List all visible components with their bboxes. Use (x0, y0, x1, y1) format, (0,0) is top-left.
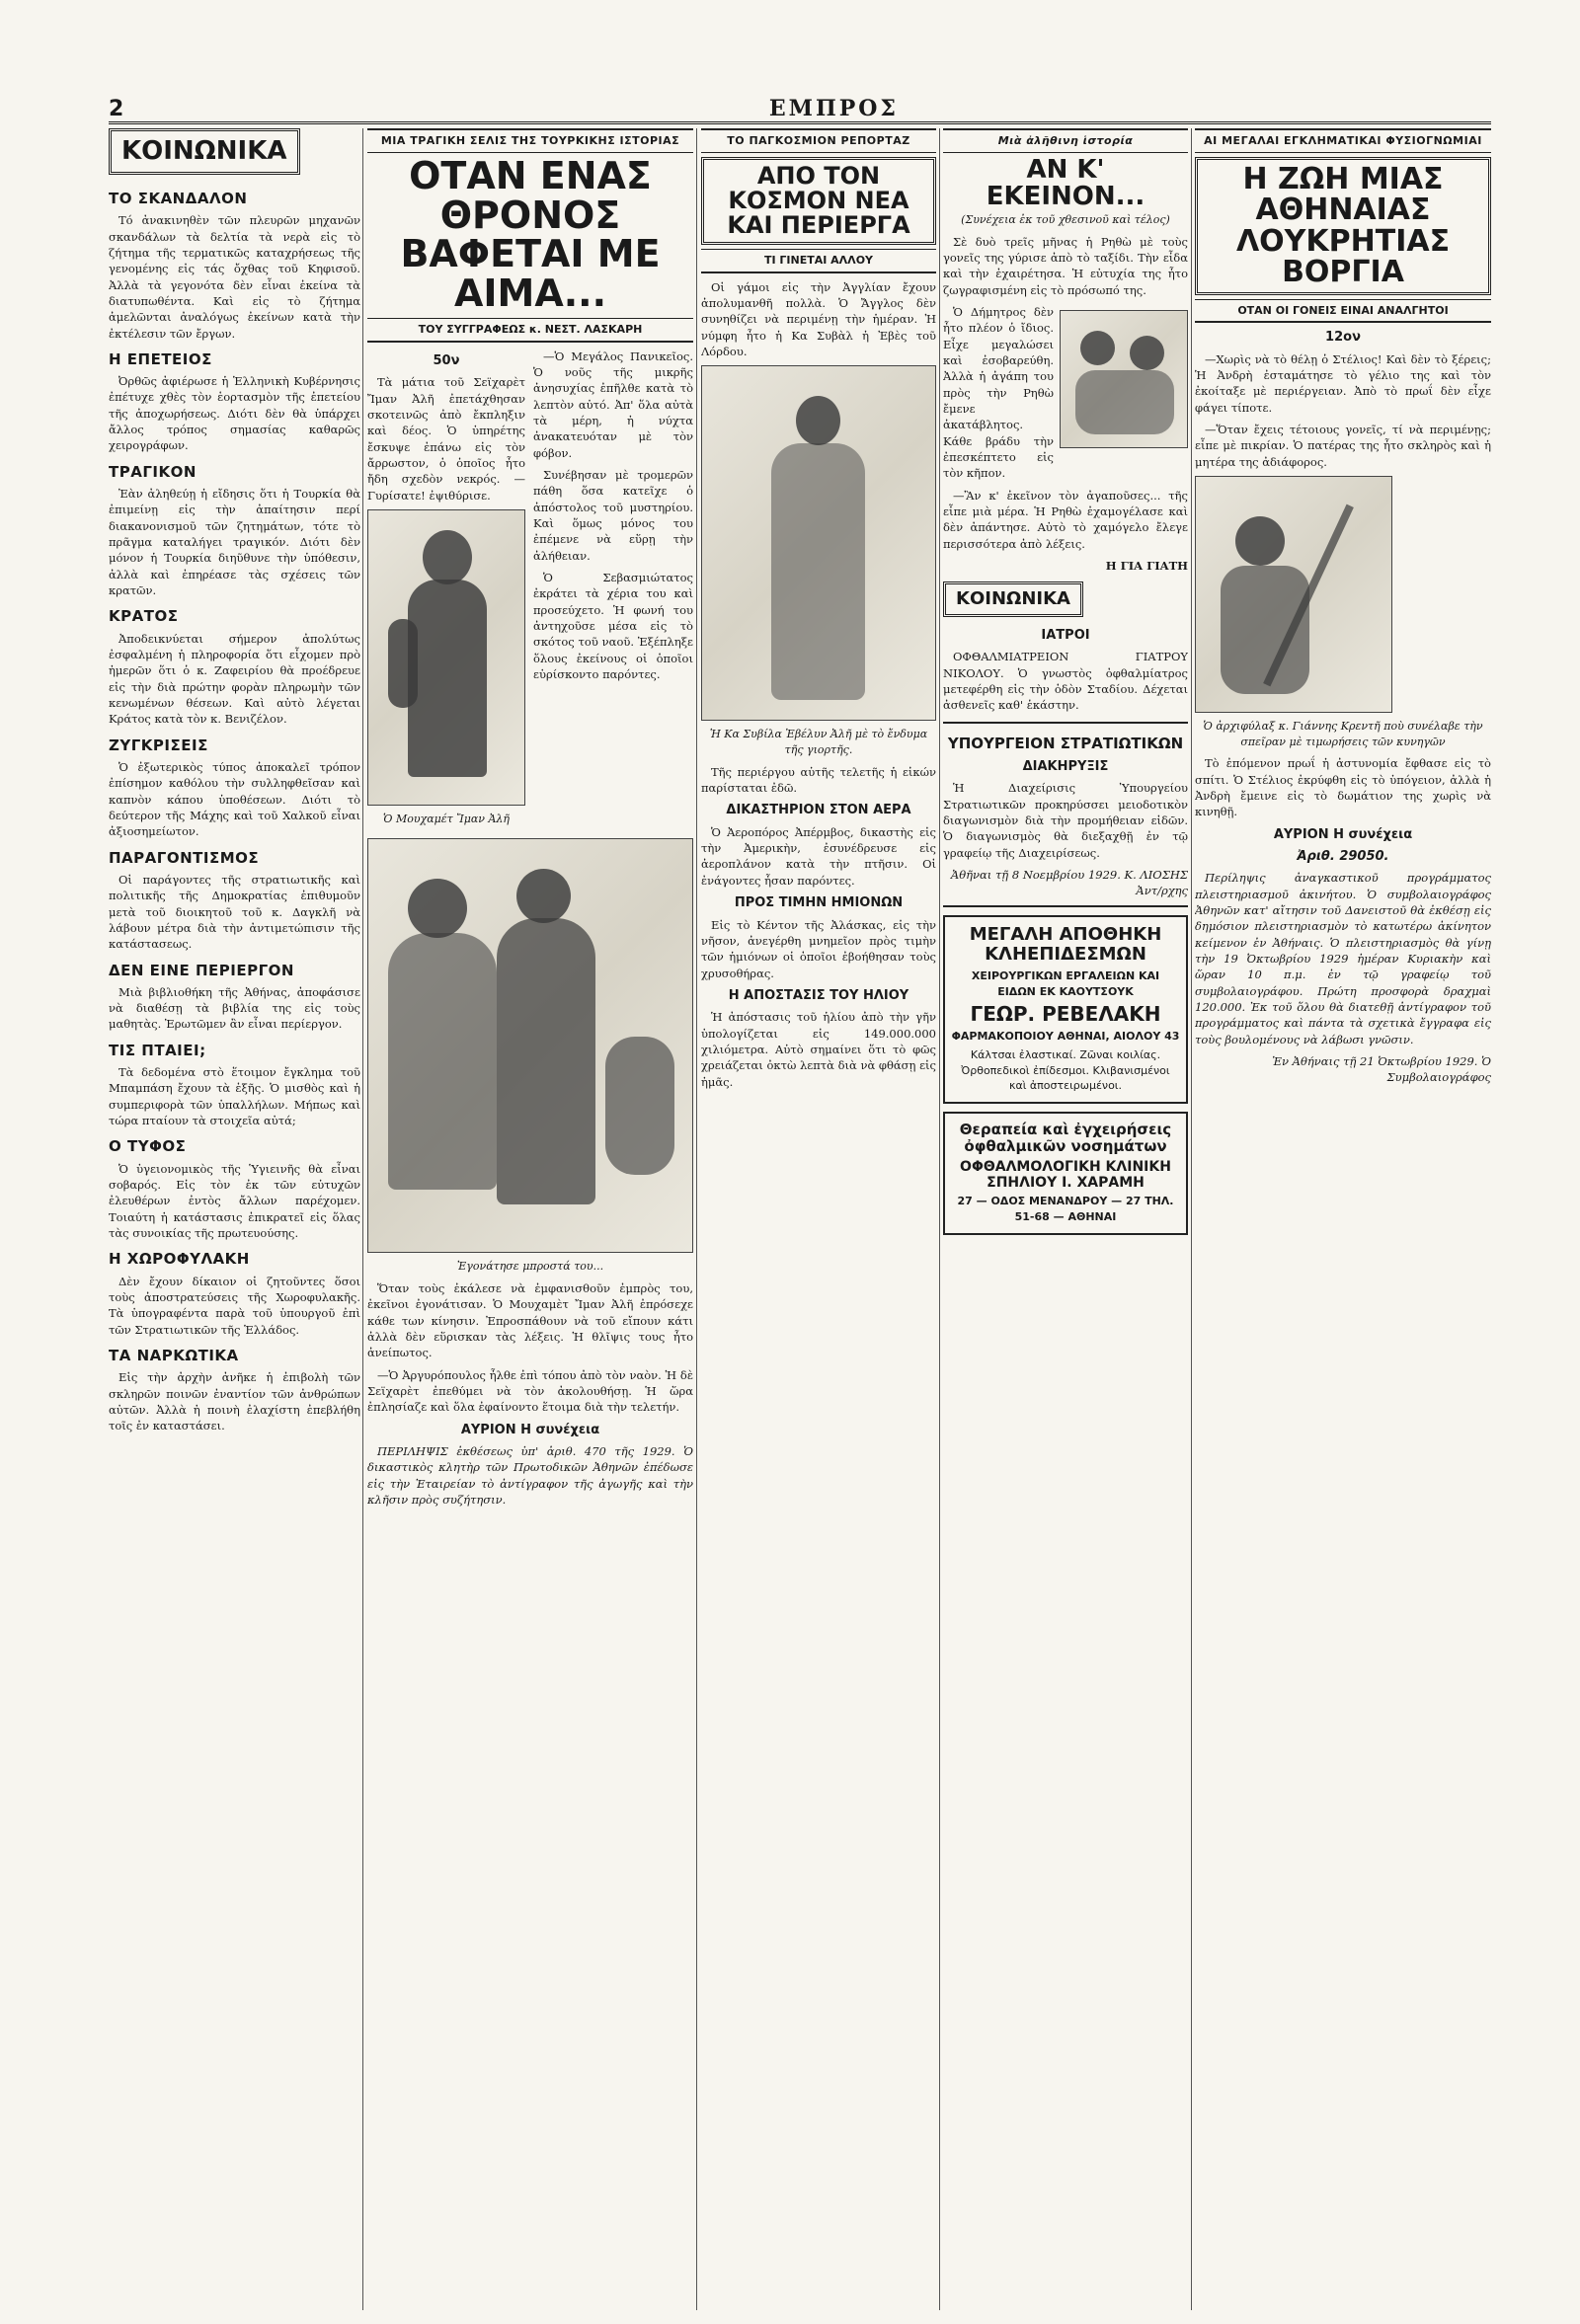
social-sections (109, 189, 360, 1434)
ministry-signature: Ἀθῆναι τῇ 8 Νοεμβρίου 1929. Κ. ΛΙΟΣΗΣ Ἀντ/ρχης (950, 868, 1188, 898)
chapter-number: 12ον (1325, 330, 1361, 346)
column-rule (1191, 128, 1192, 2310)
section-heading: Η ΕΠΕΤΕΙΟΣ (109, 349, 212, 368)
column-rule (362, 128, 363, 2310)
news-paragraph: Εἰς τὸ Κέντον τῆς Ἀλάσκας, εἰς τὴν νῆσον, ἀνεγέρθη μνημεῖον πρὸς τιμὴν τῶν ἡμιόνων οἱ ὁποῖοι ἐβοήθησαν τοὺς χρυσοθήρας. (701, 917, 936, 980)
story-paragraph: —Ὁ Μεγάλος Πανικεῖος. Ὁ νοῦς τῆς μικρῆς ἀνησυχίας ἐπῆλθε κατὰ τὸ λεπτὸν αὐτό. Ἀπ' ὅλα αὐτὰ τὰ μέρη, ἡ νύχτα ἀνακατευόταν μὲ τὸν φόβον. (533, 349, 693, 460)
column-social (109, 128, 360, 2310)
section-heading: ΤΡΑΓΙΚΟΝ (109, 462, 197, 481)
caption-muhammad: Ὁ Μουχαμέτ Ἴμαν Ἀλῆ (383, 812, 510, 825)
headline-if-that-one: ΑΝ Κ' ΕΚΕΙΝΟΝ... (986, 154, 1146, 211)
section-body: Οἱ παράγοντες τῆς στρατιωτικῆς καὶ πολιτικῆς τῆς Δημοκρατίας ἐπιθυμοῦν μετὰ τοῦ διοικητοῦ τοῦ κ. Δαγκλῆ νὰ λάβουν μέτρα διὰ τὴν ἀντιμετώπισιν τῆς κατάστασεως. (109, 872, 360, 952)
newspaper-name: ΕΜΠΡΟΣ (768, 96, 899, 121)
section-heading: ΤΙΣ ΠΤΑΙΕΙ; (109, 1041, 206, 1059)
story-paragraph: Ὁ Δήμητρος δὲν ἦτο πλέον ὁ ἴδιος. Εἶχε μεγαλώσει καὶ ἐσοβαρεύθη. Ἀλλὰ ἡ ἀγάπη του πρὸς τὴν Ρηθὼ ἔμενε ἀκατάβλητος. Κάθε βράδυ τὴν ἐπεσκέπτετο εἰς τὸν κῆπον. (943, 305, 1054, 481)
headline-lucretia: Η ΖΩΗ ΜΙΑΣ ΑΘΗΝΑΙΑΣ ΛΟΥΚΡΗΤΙΑΣ ΒΟΡΓΙΑ (1195, 157, 1491, 295)
section-body: Ὁ ἐξωτερικὸς τύπος ἀποκαλεῖ τρόπον ἐπίσημον καθόλου τὴν συλληφθεῖσαν καὶ καπνὸν κάπου ὑποθέσεων. Διότι τὸ δεύτερον τῆς Μάχης καὶ τοῦ Χαλκοῦ εἶναι ἀξιοσημείωτον. (109, 759, 360, 839)
headline-throne: ΟΤΑΝ ΕΝΑΣ ΘΡΟΝΟΣ ΒΑΦΕΤΑΙ ΜΕ ΑΙΜΑ... (400, 153, 661, 316)
continued-tomorrow: ΑΥΡΙΟΝ Η συνέχεια (460, 1422, 600, 1437)
section-body: Δὲν ἔχουν δίκαιον οἱ ζητοῦντες ὅσοι τοὺς ἀποστρατεύσεις τῆς Χωροφυλακῆς. Τὰ ὑπογραφέντα παρὰ τοῦ ὑπουργοῦ ἐπὶ τῶν Στρατιωτικῶν τῆς Ἑλλάδος. (109, 1274, 360, 1337)
story-paragraph: Σὲ δυὸ τρεῖς μῆνας ἡ Ρηθὼ μὲ τοὺς γονεῖς της γύρισε ἀπὸ τὸ ταξίδι. Τὴν εἶδα καὶ τὴν ἐχαιρέτησα. Ἡ εὐτυχία της ἦτο ζωγραφισμένη εἰς τὸ πρόσωπό της. (943, 234, 1188, 297)
legal-number: Ἀριθ. 29050. (1297, 848, 1389, 864)
page-number: 2 (109, 97, 124, 121)
legal-signature: Ἐν Ἀθήναις τῇ 21 Ὀκτωβρίου 1929. Ὁ Συμβολαιογράφος (1272, 1054, 1491, 1085)
ad-name: ΓΕΩΡ. ΡΕΒΕΛΑΚΗ (970, 1002, 1161, 1027)
section-body: Ὀρθῶς ἀφιέρωσε ἡ Ἑλληνικὴ Κυβέρνησις ἐπέτυχε χθὲς τὸν ἑορτασμὸν τῆς ἐπετείου τῆς ἀποχωρήσεως. Διότι δὲν θὰ ὑπάρχει ἄλλος τρόπος σημασίας καθαρῶς χειρογράφων. (109, 374, 360, 453)
illustration-standing-man (367, 509, 525, 806)
news-paragraph: Τῆς περιέργου αὐτῆς τελετῆς ἡ εἰκών παρίσταται ἐδῶ. (701, 764, 936, 795)
column-rule (696, 128, 697, 2310)
section-heading: ΚΡΑΤΟΣ (109, 607, 179, 626)
masthead (109, 91, 1491, 124)
kicker-criminal-figures: ΑΙ ΜΕΓΑΛΑΙ ΕΓΚΛΗΜΑΤΙΚΑΙ ΦΥΣΙΟΓΝΩΜΙΑΙ (1195, 128, 1491, 153)
sub-elsewhere: ΤΙ ΓΙΝΕΤΑΙ ΑΛΛΟΥ (701, 249, 936, 273)
illustration-bride (701, 365, 936, 721)
caption-guard: Ὁ ἀρχιφύλαξ κ. Γιάννης Κρεντῆ ποὺ συνέλαβε τὴν σπεῖραν μὲ τιμωρήσεις τῶν κυνηγῶν (1203, 719, 1483, 748)
story-paragraph: —Χωρὶς νὰ τὸ θέλῃ ὁ Στέλιος! Καὶ δὲν τὸ ξέρεις; Ἡ Ἀνδρὴ ἐσταμάτησε τὸ γέλιο της καὶ τὸν ἐκοίταξε μὲ περιέργειαν. Ἀπὸ τὸ πρωΐ δὲν εἶχε φάγει τίποτε. (1195, 351, 1491, 415)
section-heading: ΖΥΓΚΡΙΣΕΙΣ (109, 736, 208, 754)
story-signature: Η ΓΙΑ ΓΙΑΤΗ (1105, 559, 1188, 574)
section-body: Τό ἀνακινηθὲν τῶν πλευρῶν μηχανῶν σκανδάλων τὰ δελτία τὰ νερὰ εἰς τὸ ζήτημα τῆς τερματικῶς καταχρήσεως τῆς γενομένης εἰς τάς ὄχθας τοῦ Κηφισοῦ. Ἀλλὰ τὰ γεγονότα δὲν εἶναι ἐκείνα τὰ διατυπωθέντα. Καὶ εἰς τὸ ζήτημα ἀμελῶνται ἀναλόγως ἐκείνων κατὰ τὴν ἐκτέλεσιν τῶν ἔργων. (109, 213, 360, 341)
section-body: Ὁ ὑγειονομικὸς τῆς Ὑγιεινῆς θὰ εἶναι σοβαρός. Εἰς τὸν ἐκ τῶν εὐτυχῶν ἐλευθέρων ἐντὸς ἄλλων παρέχομεν. Τοιαύτη ἡ κατάστασις ἐπικρατεῖ εἰς ὅλας τὰς συνοικίας τῆς πρωτευούσης. (109, 1161, 360, 1240)
sub-air-court: ΔΙΚΑΣΤΗΡΙΟΝ ΣΤΟΝ ΑΕΡΑ (726, 803, 911, 818)
ad2-headline: Θεραπεία καὶ ἐγχειρήσεις ὀφθαλμικῶν νοσημάτων (959, 1120, 1172, 1156)
section-body: Τὰ δεδομένα στὸ ἕτοιμον ἔγκλημα τοῦ Μπαμπάση ἔχουν τὰ ἑξῆς. Ὁ μισθὸς καὶ ἡ συμπεριφορὰ τῶν ὑπαλλήλων. Μήπως καὶ τώρα πταίουν τὰ στοιχεῖα αὐτά; (109, 1065, 360, 1128)
column-crime-story (1195, 128, 1491, 2310)
caption-sybil: Ἡ Κα Συβίλα Ἐβέλυν Ἀλῆ μὲ τὸ ἔνδυμα τῆς γιορτῆς. (709, 728, 928, 757)
column-rule (939, 128, 940, 2310)
story-paragraph: Ὁ Σεβασμιώτατος ἐκράτει τὰ χέρια του καὶ προσεύχετο. Ἡ φωνή του ἀντηχοῦσε μέσα εἰς τὸ σκότος τοῦ ναοῦ. Ἐξέπληξε ὅλους ἐκείνους οἱ ὁποῖοι εὑρίσκοντο παρόντες. (533, 571, 693, 682)
column-turkish-story (367, 128, 693, 2310)
ad-body: Κάλτσαι ἐλαστικαί. Ζῶναι κοιλίας. Ὀρθοπεδικοὶ ἐπίδεσμοι. Κλιβανισμένοι καὶ ἀποστειρωμένοι. (961, 1047, 1170, 1093)
story-paragraph: —Ὁ Ἀργυρόπουλος ἦλθε ἐπὶ τόπου ἀπὸ τὸν ναὸν. Ἡ δὲ Σεϊχαρὲτ ἐπεθύμει νὰ τὸν ἀκολουθήσῃ. Ἡ ὥρα ἐπλησίαζε καὶ ὅλα ἐφαίνοντο ἕτοιμα διὰ τὴν τελετήν. (367, 1367, 693, 1415)
section-body: Ἀποδεικνύεται σήμερον ἀπολύτως ἐσφαλμένη ἡ πληροφορία ὅτι εἶχομεν πρὸ ἡμερῶν ὅτι ὁ κ. Ζαφειρίου θὰ προέδρευε εἰς τὴν διὰ πρώτην φορὰν πληρωμὴν τῶν κενωμένων θέσεων. Καὶ αὐτὸ λέγεται Κράτος κατὰ τὸν κ. Βενιζέλον. (109, 631, 360, 727)
ad-subheadline: ΧΕΙΡΟΥΡΓΙΚΩΝ ΕΡΓΑΛΕΙΩΝ ΚΑΙ ΕΙΔΩΝ ΕΚ ΚΑΟΥΤΣΟΥΚ (971, 969, 1160, 998)
continuation-note: (Συνέχεια ἐκ τοῦ χθεσινοῦ καὶ τέλος) (961, 213, 1170, 227)
ministry-title: ΥΠΟΥΡΓΕΙΟΝ ΣΤΡΑΤΙΩΤΙΚΩΝ (947, 734, 1184, 752)
section-body: Μιὰ βιβλιοθήκη τῆς Ἀθήνας, ἀποφάσισε νὰ διαθέσῃ τὰ βιβλία της εἰς τοὺς μαθητὰς. Ἐρωτῶμεν ἂν εἶναι περίεργον. (109, 984, 360, 1032)
legal-notice: ΠΕΡΙΛΗΨΙΣ ἐκθέσεως ὑπ' ἀριθ. 470 τῆς 1929. Ὁ δικαστικὸς κλητὴρ τῶν Πρωτοδικῶν Ἀθηνῶν ἐπέδωσε εἰς τὴν Ἑταιρείαν τὸ ἀντίγραφον τῆς ἀγωγῆς καὶ τὴν κλῆσιν πρὸς συζήτησιν. (367, 1444, 693, 1508)
kicker-true-story: Μιὰ ἀλῆθινη ἱστορία (943, 128, 1188, 153)
legal-notice: Περίληψις ἀναγκαστικοῦ προγράμματος πλειστηριασμοῦ ἀκινήτου. Ὁ συμβολαιογράφος Ἀθηνῶν κατ' αἴτησιν τοῦ Δανειστοῦ θὰ ἐκθέσῃ εἰς δημόσιον πλειστηριασμὸν τὸ κατωτέρω ἀκίνητον κείμενον ἐν Ἀθήναις. Ὁ πλειστηριασμὸς θὰ γίνῃ τὴν 19 Ὀκτωβρίου 1929 ἡμέραν Κυριακὴν καὶ ὥραν 10 π.μ. ἐν τῷ γραφείῳ τοῦ συμβολαιογράφου. Πρώτη προσφορὰ δραχμαὶ 120.000. Ἐκ τοῦ ὅλου θὰ διατεθῇ ἀντίγραφον τοῦ προγράμματος καὶ πάντα τὰ σχετικὰ ἔγγραφα εἰς τοὺς βουλομένους νὰ λάβωσι γνῶσιν. (1195, 871, 1491, 1046)
section-title-social-2: ΚΟΙΝΩΝΙΚΑ (943, 581, 1083, 617)
kicker-world-report: ΤΟ ΠΑΓΚΟΣΜΙΟΝ ΡΕΠΟΡΤΑΖ (701, 128, 936, 153)
story-paragraph: Τὰ μάτια τοῦ Σεϊχαρὲτ Ἴμαν Ἀλῆ ἐπετάχθησαν σκοτεινῶς ἀπὸ ἔκπληξιν καὶ δέος. Ὁ ὑπηρέτης ἔσκυψε ἐπάνω εἰς τὸν ἄρρωστον, ὁ ὁποῖος ἦτο ἤδη σχεδὸν νεκρός. —Γυρίσατε! ἐψιθύρισε. (367, 375, 525, 503)
story-paragraph: —Ἂν κ' ἐκεῖνον τὸν ἀγαποῦσες... τῆς εἶπε μιὰ μέρα. Ἡ Ρηθὼ ἐχαμογέλασε καὶ δὲν ἀπάντησε. Αὐτὸ τὸ χαμόγελο ἔλεγε περισσότερα ἀπὸ λέξεις. (943, 488, 1188, 551)
story-paragraph: Τὸ ἐπόμενον πρωΐ ἡ ἀστυνομία ἔφθασε εἰς τὸ σπίτι. Ὁ Στέλιος ἐκρύφθη εἰς τὸ ὑπόγειον, ἀλλὰ ἡ Ἀνδρὴ ἔμεινε εἰς τὸ δωμάτιον της χωρὶς νὰ κινηθῇ. (1195, 756, 1491, 819)
section-heading: ΠΑΡΑΓΟΝΤΙΣΜΟΣ (109, 848, 260, 867)
section-heading: ΤΑ ΝΑΡΚΩΤΙΚΑ (109, 1346, 239, 1364)
sub-mules: ΠΡΟΣ ΤΙΜΗΝ ΗΜΙΟΝΩΝ (734, 895, 904, 911)
sub-heartless-parents: ΟΤΑΝ ΟΙ ΓΟΝΕΙΣ ΕΙΝΑΙ ΑΝΑΛΓΗΤΟΙ (1195, 299, 1491, 324)
news-paragraph: Οἱ γάμοι εἰς τὴν Ἀγγλίαν ἔχουν ἀπολυμανθῆ πολλὰ. Ὁ Ἄγγλος δὲν συνηθίζει νὰ περιμένῃ τὴν ἡμέραν. Ἡ νύμφη ἦτο ἡ Κα Συβὰλ ἡ Ἐβὲς τοῦ Λόρδου. (701, 279, 936, 359)
section-heading: ΔΕΝ ΕΙΝΕ ΠΕΡΙΕΡΓΟΝ (109, 961, 294, 979)
byline-laskaris: ΤΟΥ ΣΥΓΓΡΑΦΕΩΣ κ. ΝΕΣΤ. ΛΑΣΚΑΡΗ (367, 318, 693, 343)
section-body: Ἐὰν ἀληθεύῃ ἡ εἴδησις ὅτι ἡ Τουρκία θὰ ἐπιμείνῃ εἰς τὴν ἀπαίτησιν περί διακανονισμοῦ τῶν ζητημάτων, τότε τὸ πρᾶγμα καταλήγει τραγικόν. Διότι δὲν μόνον ἡ Τουρκία διηῦθυνε τὴν ὑπόθεσιν, ἀλλὰ καὶ ἐπηρέασε τὰς σχέσεις τῶν κρατῶν. (109, 487, 360, 598)
section-heading: Η ΧΩΡΟΦΥΛΑΚΗ (109, 1250, 250, 1269)
doctor-notice: ΟΦΘΑΛΜΙΑΤΡΕΙΟΝ ΓΙΑΤΡΟΥ ΝΙΚΟΛΟΥ. Ὁ γνωστὸς ὀφθαλμίατρος μετεφέρθη εἰς τὴν ὁδὸν Σταδίου. Δέχεται ἀσθενεῖς καθ' ἑκάστην. (943, 650, 1188, 713)
story-paragraph: Συνέβησαν μὲ τρομερῶν πάθη ὅσα κατεῖχε ὁ ἀπόστολος τοῦ μυστηρίου. Καὶ ὅμως μόνος του ἐπέμενε νὰ εὕρῃ τὴν ἀλήθειαν. (533, 468, 693, 563)
ad-address: ΦΑΡΜΑΚΟΠΟΙΟΥ ΑΘΗΝΑΙ, ΑΙΟΛΟΥ 43 (951, 1030, 1180, 1044)
advertisement-eye-clinic (943, 1112, 1188, 1235)
column-story (943, 128, 1188, 2310)
news-paragraph: Ἡ ἀπόστασις τοῦ ἡλίου ἀπὸ τὴν γῆν ὑπολογίζεται εἰς 149.000.000 χιλιόμετρα. Αὐτὸ σημαίνει ὅτι τὸ φῶς χρειάζεται ὀκτὼ λεπτὰ διὰ νὰ φθάσῃ εἰς ἡμᾶς. (701, 1010, 936, 1089)
ministry-notice (943, 722, 1188, 907)
illustration-kneeling-men (367, 838, 693, 1253)
story-paragraph: Ὅταν τοὺς ἐκάλεσε νὰ ἐμφανισθοῦν ἐμπρὸς του, ἐκεῖνοι ἐγονάτισαν. Ὁ Μουχαμὲτ Ἴμαν Ἀλῆ ἐπρόσεχε κάθε των κίνησιν. Ἐπροσπάθουν νὰ τοῦ εἴπουν κάτι ἀλλὰ δὲν εὕρισκαν τὰς λέξεις. Ἡ θλῖψις τους ἦτο ἀνείπωτος. (367, 1281, 693, 1360)
ad-headline: ΜΕΓΑΛΗ ΑΠΟΘΗΚΗ ΚΛΗΕΠΙΔΕΣΜΩΝ (969, 923, 1162, 966)
sub-sun-distance: Η ΑΠΟΣΤΑΣΙΣ ΤΟΥ ΗΛΙΟΥ (728, 987, 909, 1003)
section-body: Εἰς τὴν ἀρχὴν ἀνῆκε ἡ ἐπιβολὴ τῶν σκληρῶν ποινῶν ἐναντίον τῶν ἀνθρώπων αὐτῶν. Ἀλλὰ ἡ ποινὴ ἐλαχίστη ἐπεβλήθη τοῖς ἐν καταστάσει. (109, 1370, 360, 1433)
ministry-subtitle: ΔΙΑΚΗΡΥΞΙΣ (1022, 758, 1109, 774)
chapter-number: 50ν (433, 352, 460, 368)
section-heading: Ο ΤΥΦΟΣ (109, 1137, 187, 1156)
illustration-children (1060, 310, 1188, 448)
caption-kneeling: Ἐγονάτησε μπροστά του... (456, 1260, 604, 1274)
news-paragraph: Ὁ Ἀεροπόρος Ἀπέρμβος, δικαστὴς εἰς τὴν Ἀμερικὴν, ἐσυνέδρευσε εἰς ἀεροπλάνον κατὰ τὴν πτῆσιν. Οἱ ἐνάγοντες ἦσαν παρόντες. (701, 824, 936, 888)
kicker-turkish-history: ΜΙΑ ΤΡΑΓΙΚΗ ΣΕΛΙΣ ΤΗΣ ΤΟΥΡΚΙΚΗΣ ΙΣΤΟΡΙΑΣ (367, 128, 693, 153)
story-paragraph: —Ὅταν ἔχεις τέτοιους γονεῖς, τί νὰ περιμένῃς; εἶπε μὲ πικρίαν. Ὁ πατέρας της ἦτο σκληρὸς καὶ ἡ μητέρα της ἀδιάφορος. (1195, 422, 1491, 469)
ad2-name: ΟΦΘΑΛΜΟΛΟΓΙΚΗ ΚΛΙΝΙΚΗ ΣΠΗΛΙΟΥ Ι. ΧΑΡΑΜΗ (960, 1159, 1171, 1192)
section-heading: ΤΟ ΣΚΑΝΔΑΛΟΝ (109, 189, 248, 207)
doctors-label: ΙΑΤΡΟΙ (1041, 627, 1090, 643)
ad2-address: 27 — ΟΔΟΣ ΜΕΝΑΝΔΡΟΥ — 27 ΤΗΛ. 51-68 — ΑΘΗΝΑΙ (957, 1195, 1174, 1224)
column-world-news (701, 128, 936, 2310)
section-title-social: ΚΟΙΝΩΝΙΚΑ (109, 128, 300, 175)
illustration-guard (1195, 476, 1392, 713)
advertisement-revelakis (943, 915, 1188, 1104)
headline-world-news: ΑΠΟ ΤΟΝ ΚΟΣΜΟΝ ΝΕΑ ΚΑΙ ΠΕΡΙΕΡΓΑ (701, 157, 936, 246)
continued-tomorrow: ΑΥΡΙΟΝ Η συνέχεια (1273, 826, 1413, 842)
ministry-body: Ἡ Διαχείρισις Ὑπουργείου Στρατιωτικῶν προκηρύσσει μειοδοτικὸν διαγωνισμὸν διὰ τὴν προμήθειαν εἰδῶν. Ὁ διαγωνισμὸς θὰ διεξαχθῇ ἐν τῷ γραφείῳ τῆς Διαχειρίσεως. (943, 781, 1188, 860)
